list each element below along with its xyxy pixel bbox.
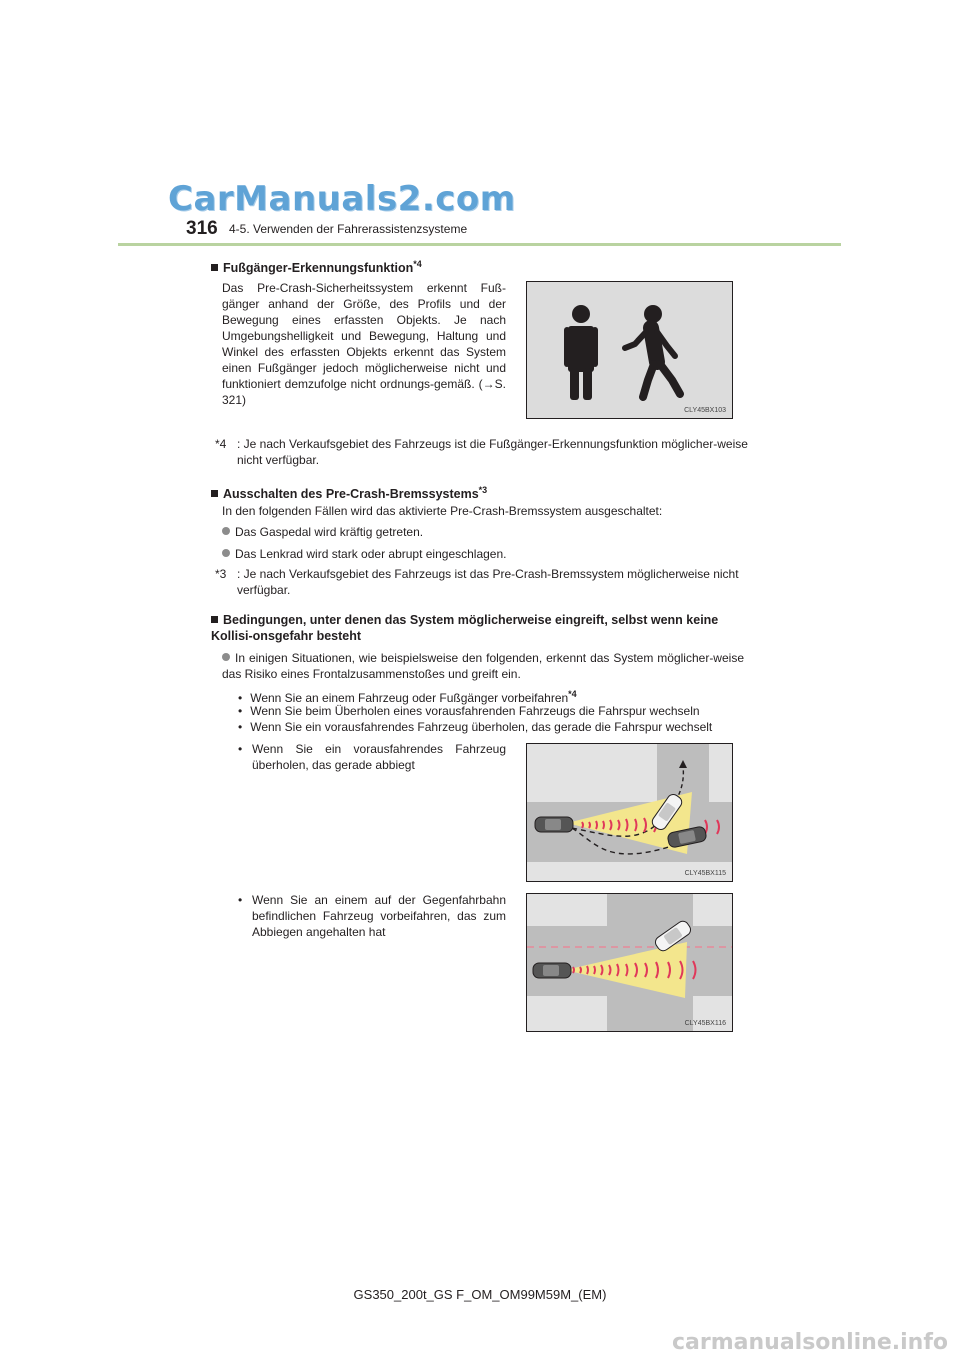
list-item	[222, 546, 507, 562]
list-item: • Wenn Sie beim Überholen eines vorausfahrenden Fahrzeugs die Fahrspur wechseln	[238, 704, 700, 718]
list-item: • Wenn Sie an einem Fahrzeug oder Fußgänger vorbeifahren$^{*4}$	[238, 689, 577, 705]
figure-pedestrians	[526, 281, 733, 419]
figure-label: CLY45BX103	[684, 407, 726, 414]
watermark-logo-bottom[interactable]: carmanualsonline.info	[672, 1330, 948, 1355]
footnote-mark: *4	[215, 437, 227, 451]
footnote-pedestrian	[215, 436, 755, 468]
footnote-mark: *3	[215, 567, 227, 581]
figure-oncoming-turning-vehicle	[526, 893, 733, 1032]
pedestrian-illustration	[527, 282, 732, 418]
list-item-text: Das Lenkrad wird stark oder abrupt eingeschlagen.	[235, 547, 507, 561]
round-bullet-icon	[222, 549, 230, 557]
list-item: • Wenn Sie ein vorausfahrendes Fahrzeug überholen, das gerade die Fahrspur wechselt	[238, 720, 713, 734]
footer-model-code: GS350_200t_GS F_OM_OM99M59M_(EM)	[353, 1287, 607, 1302]
own-car-icon	[533, 963, 571, 978]
figure-label: CLY45BX115	[684, 870, 726, 877]
footnote-ref: *3	[478, 485, 488, 495]
figure-overtaking-turning-vehicle	[526, 743, 733, 882]
square-bullet-icon	[211, 490, 218, 497]
footnote-precrash-brake	[215, 566, 755, 598]
footnote-text: : Je nach Verkaufsgebiet des Fahrzeugs ist das Pre-Crash-Bremssystem möglicherweise nicht verfügbar.	[237, 567, 739, 597]
heading-text: Bedingungen, unter denen das System möglicherweise eingreift, selbst wenn keine Kollisi-onsgefahr besteht	[211, 613, 719, 643]
footnote-text: : Je nach Verkaufsgebiet des Fahrzeugs ist die Fußgänger-Erkennungsfunktion möglicher-weise nicht verfügbar.	[237, 437, 748, 467]
list-item: • Wenn Sie ein vorausfahrendes Fahrzeug überholen, das gerade abbiegt	[238, 742, 506, 772]
round-bullet-icon	[222, 527, 230, 535]
section-heading-pedestrian	[211, 256, 422, 276]
pedestrian-description: Das Pre-Crash-Sicherheitssystem erkennt Fuß-gänger anhand der Größe, des Profils und der Bewegung eines erfassten Objekts. Je nach Umgebungshelligkeit und Bewegung, Haltung und Winkel des erfassten Objekts erkennt das System einen Fußgänger jedoch möglicherweise nicht und funktioniert demzufolge nicht ordnungs-gemäß. (→S. 321)	[222, 281, 506, 407]
list-item-text: Wenn Sie beim Überholen eines vorausfahrenden Fahrzeugs die Fahrspur wechseln	[250, 704, 700, 718]
list-item-text: Wenn Sie ein vorausfahrendes Fahrzeug überholen, das gerade die Fahrspur wechselt	[250, 720, 713, 734]
footnote-ref: *4	[413, 259, 422, 269]
figure-label: CLY45BX116	[684, 1020, 726, 1027]
heading-text: Ausschalten des Pre-Crash-Bremssystems	[223, 487, 479, 502]
own-car-icon	[535, 817, 573, 832]
turning-vehicle-illustration	[527, 744, 732, 881]
chapter-title: 4-5. Verwenden der Fahrerassistenzsysteme	[229, 222, 468, 236]
deactivation-intro: In den folgenden Fällen wird das aktivierte Pre-Crash-Bremssystem ausgeschaltet:	[222, 504, 663, 518]
section-heading-deactivation	[211, 482, 487, 502]
header-rule	[118, 243, 841, 246]
section-heading-conditions	[211, 612, 756, 644]
heading-text: Fußgänger-Erkennungsfunktion	[223, 261, 414, 276]
round-bullet-icon	[222, 653, 230, 661]
conditions-bullet	[222, 650, 744, 682]
list-item-text: Das Gaspedal wird kräftig getreten.	[235, 525, 424, 539]
watermark-logo[interactable]: CarManuals2.com	[168, 179, 516, 219]
standing-person-icon	[564, 305, 598, 400]
page-number: 316	[186, 218, 218, 239]
list-item: • Wenn Sie an einem auf der Gegenfahrbahn befindlichen Fahrzeug vorbeifahren, das zum Abbiegen angehalten hat	[238, 893, 506, 939]
list-item-text: Wenn Sie an einem auf der Gegenfahrbahn befindlichen Fahrzeug vorbeifahren, das zum Abbiegen angehalten hat	[252, 893, 506, 939]
list-item-text: Wenn Sie ein vorausfahrendes Fahrzeug überholen, das gerade abbiegt	[252, 742, 506, 772]
walking-person-icon	[625, 305, 680, 397]
list-item-text: Wenn Sie an einem Fahrzeug oder Fußgänger vorbeifahren	[250, 691, 569, 705]
list-item-text: In einigen Situationen, wie beispielsweise den folgenden, erkennt das System möglicher-weise das Risiko eines Frontalzusammenstoßes und greift ein.	[222, 651, 744, 681]
square-bullet-icon	[211, 264, 218, 271]
square-bullet-icon	[211, 616, 218, 623]
oncoming-vehicle-illustration	[527, 894, 732, 1031]
list-item	[222, 524, 423, 540]
footnote-ref: *4	[568, 689, 577, 699]
